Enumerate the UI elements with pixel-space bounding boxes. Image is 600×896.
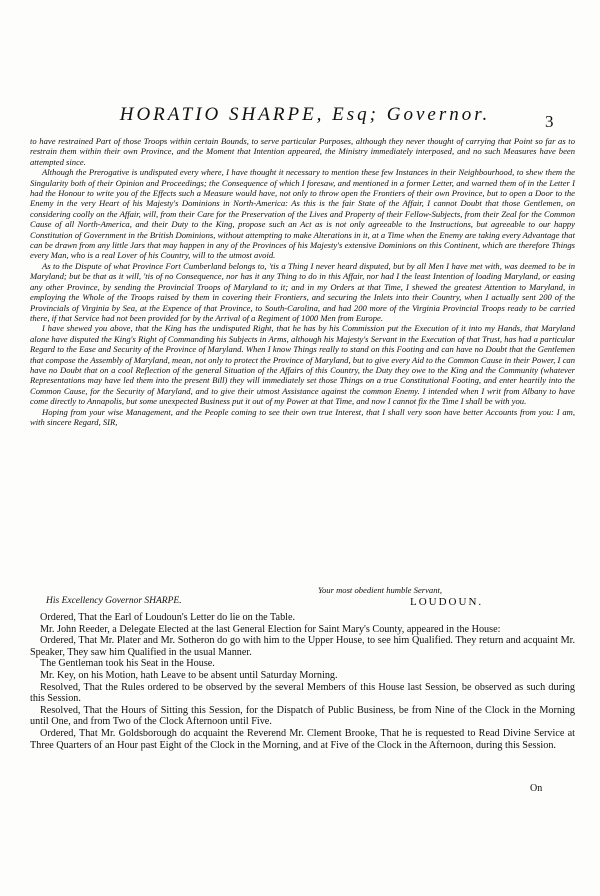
minute-entry: Resolved, That the Rules ordered to be observed by the several Members of this House last Session, be observed as such during this Session. xyxy=(30,681,575,705)
minute-entry: Ordered, That the Earl of Loudoun's Letter do lie on the Table. xyxy=(40,612,296,623)
minute-entry: Ordered, That Mr. Goldsborough do acquaint the Reverend Mr. Clement Brooke, That he is requested to Read Divine Service at Three Quarters of an Hour past Eight of the Clock in the Morning, and at Five of the Clock in the Afternoon, during this Session. xyxy=(30,727,575,751)
house-minutes xyxy=(30,612,575,751)
letter-paragraph: I have shewed you above, that the King has the undisputed Right, that he has by his Commission put the Execution of it into my Hands, that Maryland alone have disputed the King's Right of Commanding his Subjects in Arms, although his Majesty's Servant in the Execution of that Trust, has had a particular Regard to the Ease and Security of the Province of Maryland. When I know Things really to stand on this Footing and can have no Doubt that the Gentlemen that compose the Assembly of Maryland, mean, not only to protect the Province of Maryland, but to give every Aid to the Common Cause in their Power, I can have no Doubt that on a cool Reflection of the general Situation of the Affairs of this Country, the Duty they owe to the King and the Community (whatever Representations may have led them into the present Bill) they will immediately set those Things on a true Constitutional Footing, and enter heartily into the Common Cause, for the Security of Maryland, and to give their utmost Assistance against the common Enemy. I intended when I writ from Albany to have come directly to Annapolis, but some unexpected Business put it out of my Power at that Time, and now I cannot fix the Time I shall be with you. xyxy=(30,323,575,407)
page-number: 3 xyxy=(545,112,554,131)
minute-entry: The Gentleman took his Seat in the House. xyxy=(40,658,215,670)
catchword: On xyxy=(530,783,543,794)
letter-paragraph: As to the Dispute of what Province Fort Cumberland belongs to, 'tis a Thing I never heard disputed, but by all Men I have met with, was deemed to be in Maryland; but be that as it will, 'tis of no Consequence, nor has it any Thing to do in this Affair, nor had I the least Intention of loading Maryland, or easing any other Province, by sending the Provincial Troops of Maryland to it; and in my Orders at that Time, I shewed the greatest Attention to Maryland, in employing the Whole of the Troops raised by them in covering their Frontiers, and securing the Inlets into their Country, when I actually sent 200 of the Provincials of Virginia by Sea, at the Expence of that Province, to South-Carolina, and had 200 more of the Virginia Provincial Troops ready to be carried there, if that Service had not been provided for by the Arrival of a Regiment of 1000 Men from Europe. xyxy=(30,260,575,323)
running-header: HORATIO SHARPE, Esq; Governor. xyxy=(119,104,491,125)
letter-paragraph: Hoping from your wise Management, and the People coming to see their own true Interest, that I shall very soon have better Accounts from you: I am, with sincere Regard, SIR, xyxy=(30,406,575,427)
minute-entry: Resolved, That the Hours of Sitting this Session, for the Dispatch of Public Business, be from Nine of the Clock in the Morning until One, and from Two of the Clock Afternoon until Five. xyxy=(30,704,575,728)
letter-signature: LOUDOUN. xyxy=(410,596,484,608)
letter-paragraph: to have restrained Part of those Troops within certain Bounds, to serve particular Purposes, although they never thought of carrying that Point so far as to restrain them within their own Province, and the Moment that Intention appeared, the Ministry immediately interposed, and no such Measures have been attempted since. xyxy=(30,136,575,167)
letter-paragraph: Although the Prerogative is undisputed every where, I have thought it necessary to mention these few Instances in their Neighbourhood, to shew them the Singularity both of their Opinion and Proceedings; the Consequence of which I foresaw, and mentioned in a former Letter, and warned them of in the Letter I had the Honour to write you of the Effects such a Measure would have, not only to throw open the Frontiers of their own Province, but to open a Door to the Enemy in the very Heart of his Majesty's Dominions in North-America: As this is the fair State of the Affair, I cannot Doubt that those Gentlemen, on considering coolly on the Affair, will, from their Care for the Preservation of the Lives and Property of their Fellow-Subjects, from their Zeal for the Common Cause of all North-America, and their Duty to the King, propose such an Act as is not only agreeable to the Instructions, but agreeable to our happy Constitution of Government in the British Dominions, without attempting to make Alterations in it, at a Time when the Enemy are taking every Advantage that can be drawn from any little Jars that may happen in any of the Provinces of his Majesty's extensive Dominions on this Continent, which are therefore Things every Man, who is a real Lover of his Country, will to the utmost avoid. xyxy=(30,167,575,261)
letter-addressee: His Excellency Governor SHARPE. xyxy=(46,596,182,606)
letter-body xyxy=(30,136,575,427)
minute-entry: Mr. Key, on his Motion, hath Leave to be absent until Saturday Morning. xyxy=(40,669,338,681)
letter-closing: Your most obedient humble Servant, xyxy=(318,585,443,595)
minute-entry: Mr. John Reeder, a Delegate Elected at the last General Election for Saint Mary's County, appeared in the House: xyxy=(40,623,501,635)
minute-entry: Ordered, That Mr. Plater and Mr. Sotheron do go with him to the Upper House, to see him Qualified. They return and acquaint Mr. Speaker, They saw him Qualified in the usual Manner. xyxy=(30,635,575,658)
